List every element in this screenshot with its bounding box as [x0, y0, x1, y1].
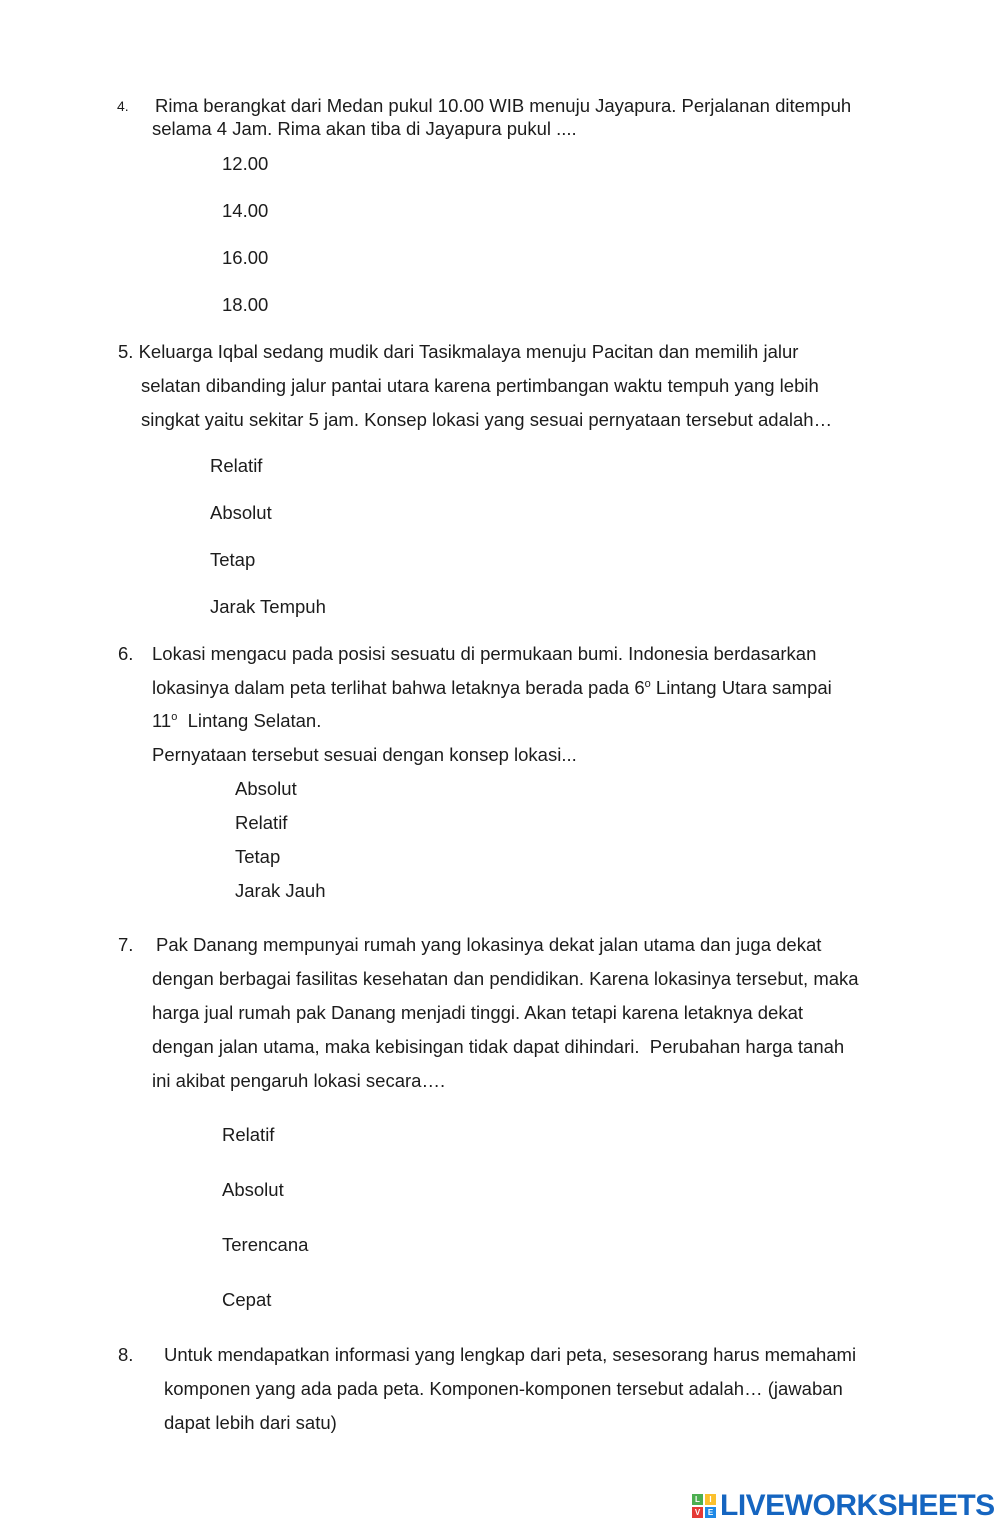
question-7-number: 7.	[118, 934, 134, 955]
logo-mark-cell: E	[705, 1507, 716, 1518]
liveworksheets-logo[interactable]	[692, 1490, 995, 1522]
question-6-text-line-1: Lokasi mengacu pada posisi sesuatu di permukaan bumi. Indonesia berdasarkan	[152, 643, 817, 664]
question-4-option-1[interactable]: 12.00	[222, 153, 269, 174]
degree-symbol: o	[644, 677, 651, 690]
question-4-number: 4.	[117, 98, 129, 114]
question-6-option-2[interactable]: Relatif	[235, 812, 288, 833]
question-6-text-line-4: Pernyataan tersebut sesuai dengan konsep lokasi...	[152, 744, 577, 765]
question-5-option-1[interactable]: Relatif	[210, 455, 263, 476]
question-5-text-line-2: selatan dibanding jalur pantai utara karena pertimbangan waktu tempuh yang lebih	[141, 375, 819, 396]
question-5-option-3[interactable]: Tetap	[210, 549, 256, 570]
question-7-option-3[interactable]: Terencana	[222, 1234, 309, 1255]
question-6-number: 6.	[118, 643, 134, 664]
question-6-text-line-2b: Lintang Utara sampai	[650, 677, 832, 698]
question-7-text-line-3: harga jual rumah pak Danang menjadi tinggi. Akan tetapi karena letaknya dekat	[152, 1002, 804, 1023]
question-5-option-2[interactable]: Absolut	[210, 502, 272, 523]
question-6-text-line-2a: lokasinya dalam peta terlihat bahwa letaknya berada pada 6	[152, 677, 645, 698]
liveworksheets-logo-icon	[692, 1494, 716, 1518]
question-4-option-4[interactable]: 18.00	[222, 294, 269, 315]
question-4-text-line-1: Rima berangkat dari Medan pukul 10.00 WIB menuju Jayapura. Perjalanan ditempuh	[155, 95, 852, 116]
question-6-text-line-3b: Lintang Selatan.	[177, 710, 322, 731]
logo-mark-cell: V	[692, 1507, 703, 1518]
question-7-text-line-5: ini akibat pengaruh lokasi secara….	[152, 1070, 446, 1091]
question-6-text-line-3	[152, 710, 321, 732]
question-4-option-2[interactable]: 14.00	[222, 200, 269, 221]
question-7-option-2[interactable]: Absolut	[222, 1179, 284, 1200]
question-8-text-line-2: komponen yang ada pada peta. Komponen-komponen tersebut adalah… (jawaban	[164, 1378, 843, 1399]
question-4-text-line-2: selama 4 Jam. Rima akan tiba di Jayapura pukul ....	[152, 118, 577, 139]
degree-symbol: o	[171, 710, 178, 723]
question-4-option-3[interactable]: 16.00	[222, 247, 269, 268]
question-6-text-line-2	[152, 677, 832, 699]
question-8-text-line-1: Untuk mendapatkan informasi yang lengkap dari peta, sesesorang harus memahami	[164, 1344, 857, 1365]
question-8-number: 8.	[118, 1344, 134, 1365]
question-7-option-4[interactable]: Cepat	[222, 1289, 272, 1310]
liveworksheets-logo-text: LIVEWORKSHEETS	[720, 1489, 995, 1522]
question-6-option-4[interactable]: Jarak Jauh	[235, 880, 326, 901]
question-6-text-line-3a: 11	[152, 710, 172, 731]
question-6-option-1[interactable]: Absolut	[235, 778, 297, 799]
question-5-text-line-3: singkat yaitu sekitar 5 jam. Konsep lokasi yang sesuai pernyataan tersebut adalah…	[141, 409, 833, 430]
logo-mark-cell: I	[705, 1494, 716, 1505]
question-8-text-line-3: dapat lebih dari satu)	[164, 1412, 337, 1433]
question-7-text-line-4: dengan jalan utama, maka kebisingan tidak dapat dihindari. Perubahan harga tanah	[152, 1036, 845, 1057]
question-7-text-line-2: dengan berbagai fasilitas kesehatan dan pendidikan. Karena lokasinya tersebut, maka	[152, 968, 859, 989]
question-5-option-4[interactable]: Jarak Tempuh	[210, 596, 326, 617]
question-5-text-line-1: 5. Keluarga Iqbal sedang mudik dari Tasikmalaya menuju Pacitan dan memilih jalur	[118, 341, 799, 362]
question-7-option-1[interactable]: Relatif	[222, 1124, 275, 1145]
logo-mark-cell: L	[692, 1494, 703, 1505]
question-7-text-line-1: Pak Danang mempunyai rumah yang lokasinya dekat jalan utama dan juga dekat	[156, 934, 822, 955]
question-6-option-3[interactable]: Tetap	[235, 846, 281, 867]
